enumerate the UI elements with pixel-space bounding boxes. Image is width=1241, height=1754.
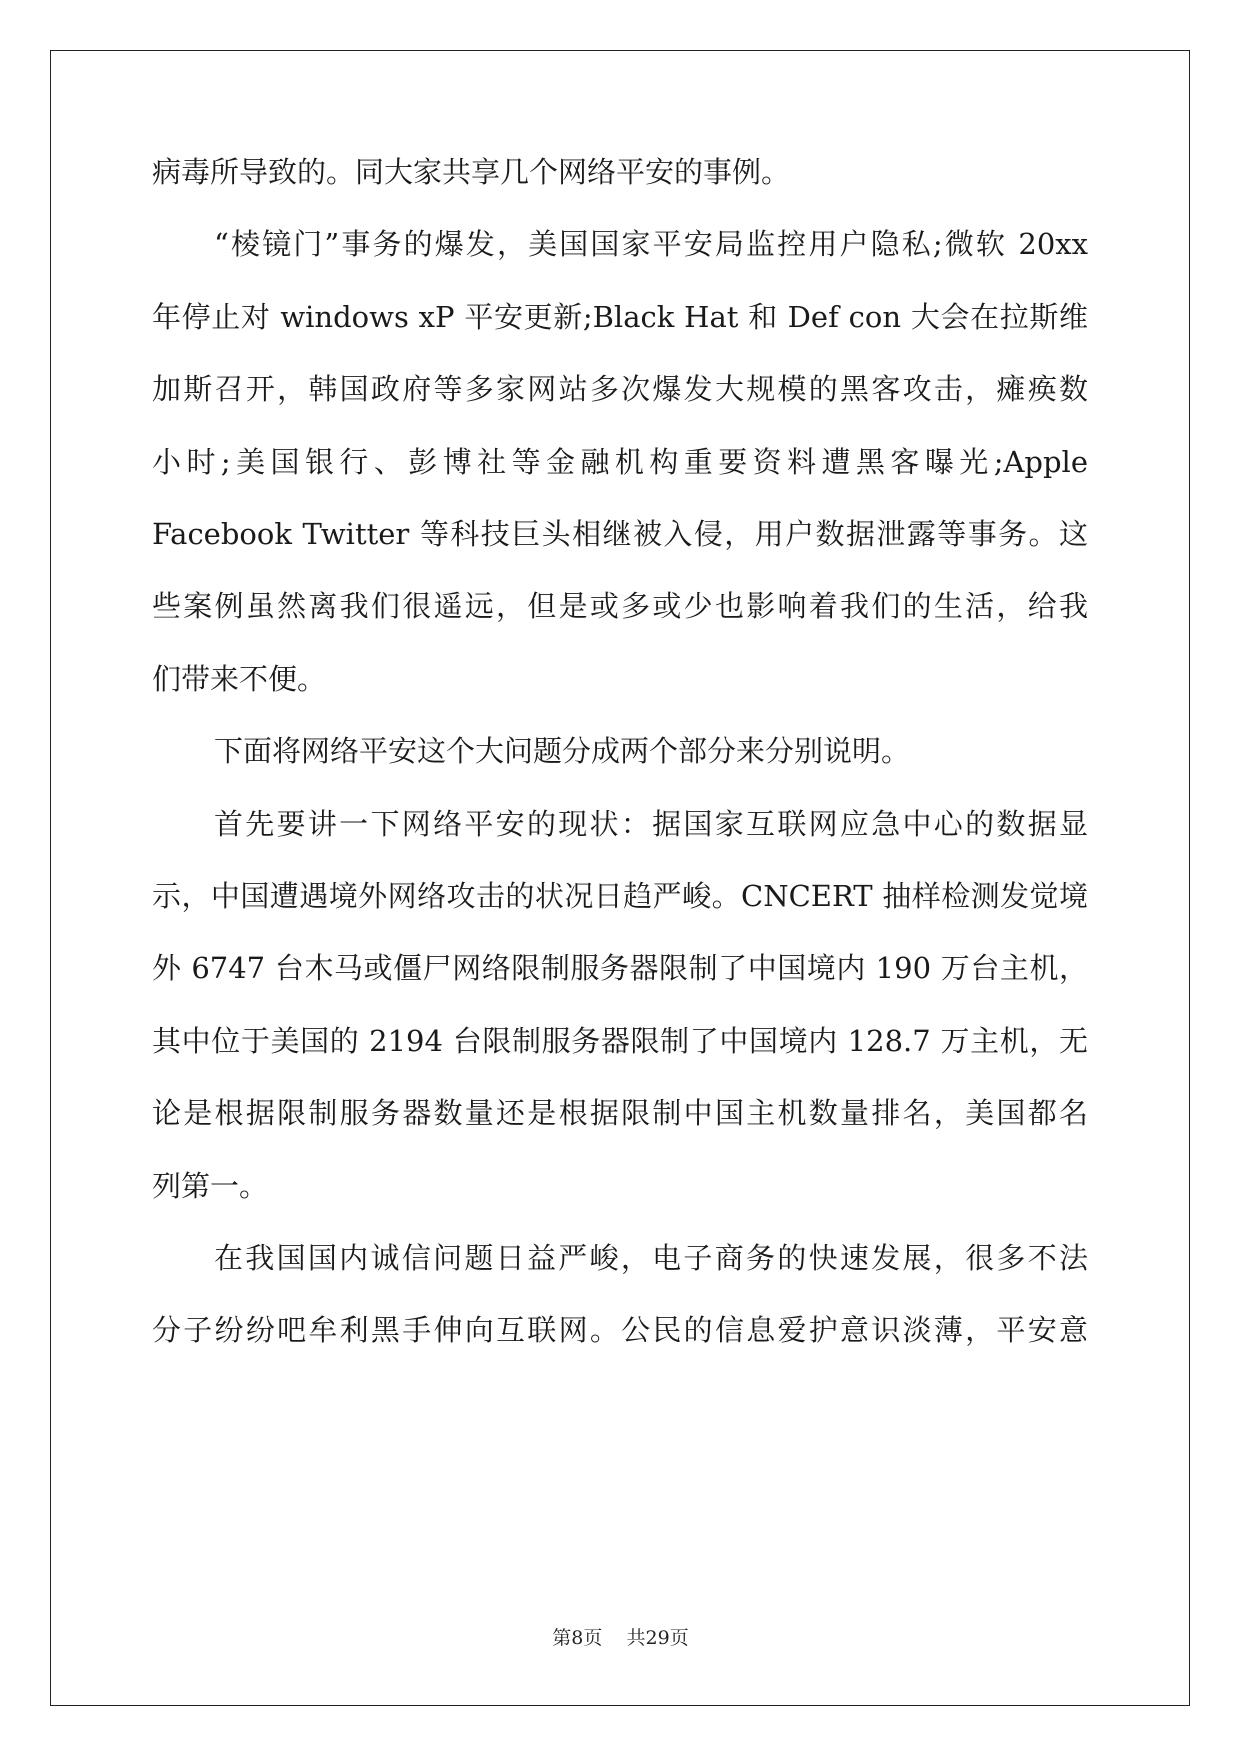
page-label-prefix: 第 bbox=[552, 1627, 572, 1649]
text-line: 们带来不便。 bbox=[152, 662, 327, 696]
text-line: 论是根据限制服务器数量还是根据限制中国主机数量排名，美国都名 bbox=[152, 1096, 1088, 1130]
text-line: 年停止对 windows xP 平安更新;Black Hat 和 Def con 大会在拉斯维 bbox=[152, 300, 1088, 334]
text-line: 加斯召开，韩国政府等多家网站多次爆发大规模的黑客攻击，瘫痪数 bbox=[152, 372, 1088, 406]
text-line: 首先要讲一下网络平安的现状：据国家互联网应急中心的数据显 bbox=[214, 807, 1088, 841]
text-line: 病毒所导致的。同大家共享几个网络平安的事例。 bbox=[152, 155, 791, 189]
total-pages: 29 bbox=[645, 1627, 670, 1649]
text-line: 列第一。 bbox=[152, 1169, 269, 1203]
text-line: 示，中国遭遇境外网络攻击的状况日趋严峻。CNCERT 抽样检测发觉境 bbox=[152, 879, 1088, 913]
text-line: 小时;美国银行、彭博社等金融机构重要资料遭黑客曝光;Apple bbox=[152, 445, 1088, 479]
page-number: 8 bbox=[571, 1627, 584, 1649]
total-label-prefix: 共 bbox=[626, 1627, 646, 1649]
text-line: 分子纷纷吧牟利黑手伸向互联网。公民的信息爱护意识淡薄，平安意 bbox=[152, 1313, 1088, 1347]
page-footer bbox=[0, 1626, 1241, 1650]
text-line: 些案例虽然离我们很遥远，但是或多或少也影响着我们的生活，给我 bbox=[152, 589, 1088, 623]
total-label-suffix: 页 bbox=[669, 1627, 689, 1649]
text-line: “棱镜门”事务的爆发，美国国家平安局监控用户隐私;微软 20xx bbox=[214, 227, 1088, 261]
text-line: 在我国国内诚信问题日益严峻，电子商务的快速发展，很多不法 bbox=[214, 1241, 1088, 1275]
page-label-suffix: 页 bbox=[583, 1627, 603, 1649]
text-line: 其中位于美国的 2194 台限制服务器限制了中国境内 128.7 万主机，无 bbox=[152, 1024, 1088, 1058]
text-line: 下面将网络平安这个大问题分成两个部分来分别说明。 bbox=[214, 734, 911, 768]
text-line: 外 6747 台木马或僵尸网络限制服务器限制了中国境内 190 万台主机， bbox=[152, 951, 1088, 985]
text-line: Facebook Twitter 等科技巨头相继被入侵，用户数据泄露等事务。这 bbox=[152, 517, 1088, 551]
